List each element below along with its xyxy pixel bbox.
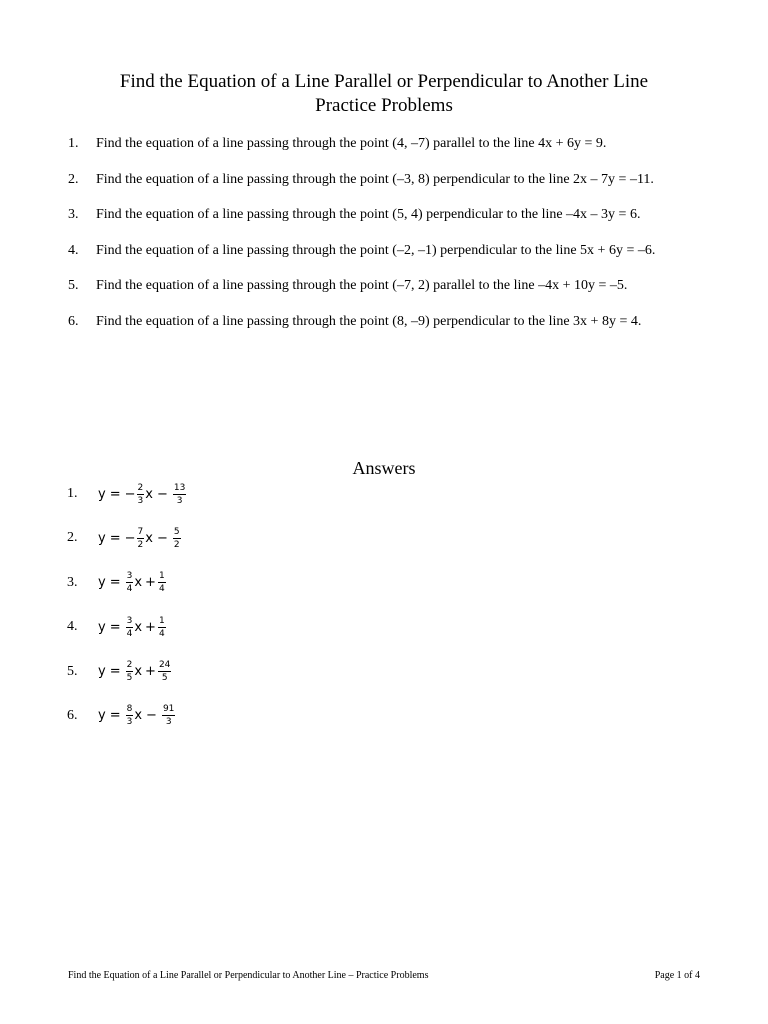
footer-title: Find the Equation of a Line Parallel or Perpendicular to Another Line – Practice Problems bbox=[68, 970, 429, 981]
equation-operator: − bbox=[156, 530, 168, 546]
answer-equation bbox=[98, 656, 172, 688]
equation-lhs: y bbox=[98, 664, 106, 680]
intercept-numerator: 24 bbox=[158, 660, 171, 671]
equation-variable: x bbox=[134, 664, 143, 680]
intercept-denominator: 4 bbox=[158, 584, 165, 595]
answer-number: 2. bbox=[67, 530, 78, 546]
problem-item bbox=[0, 134, 768, 170]
answer-item bbox=[0, 478, 768, 522]
answer-number: 3. bbox=[67, 574, 78, 590]
answer-list bbox=[0, 478, 768, 744]
problem-item bbox=[0, 170, 768, 206]
page-title bbox=[60, 70, 708, 118]
answer-number: 6. bbox=[67, 707, 78, 723]
problem-text: Find the equation of a line passing through the point (5, 4) perpendicular to the line –4x – 3y = 6. bbox=[96, 207, 641, 223]
equation-lhs: y bbox=[98, 486, 106, 502]
problem-list bbox=[0, 134, 768, 348]
slope-denominator: 5 bbox=[126, 673, 133, 684]
intercept-fraction bbox=[158, 571, 166, 594]
slope-numerator: 8 bbox=[126, 704, 133, 715]
equals-sign: = bbox=[109, 575, 121, 591]
equation-lhs: y bbox=[98, 708, 106, 724]
slope-numerator: 7 bbox=[137, 526, 144, 537]
slope-denominator: 3 bbox=[126, 717, 133, 728]
intercept-numerator: 91 bbox=[162, 704, 175, 715]
problem-text: Find the equation of a line passing through the point (–2, –1) perpendicular to the line 5x + 6y = –6. bbox=[96, 242, 656, 258]
intercept-denominator: 5 bbox=[161, 673, 168, 684]
equation-lhs: y bbox=[98, 575, 106, 591]
equation-operator: + bbox=[145, 575, 156, 591]
problem-item bbox=[0, 241, 768, 277]
intercept-denominator: 3 bbox=[176, 495, 183, 506]
problem-number: 6. bbox=[68, 313, 79, 329]
equals-sign: = bbox=[109, 486, 121, 502]
equation-lhs: y bbox=[98, 530, 106, 546]
problem-text: Find the equation of a line passing through the point (–7, 2) parallel to the line –4x + 10y = –5. bbox=[96, 278, 628, 294]
equation-operator: + bbox=[145, 664, 156, 680]
answer-number: 5. bbox=[67, 663, 78, 679]
equation-variable: x bbox=[134, 575, 143, 591]
intercept-fraction bbox=[158, 660, 171, 683]
answer-item bbox=[0, 567, 768, 611]
intercept-numerator: 1 bbox=[158, 615, 165, 626]
slope-fraction bbox=[126, 571, 134, 594]
intercept-numerator: 1 bbox=[158, 571, 165, 582]
answer-number: 4. bbox=[67, 619, 78, 635]
slope-fraction bbox=[126, 660, 134, 683]
equation-variable: x bbox=[134, 708, 143, 724]
problem-number: 2. bbox=[68, 171, 79, 187]
equation-variable: x bbox=[134, 619, 143, 635]
answer-equation bbox=[98, 611, 167, 643]
slope-denominator: 4 bbox=[126, 628, 133, 639]
answer-item bbox=[0, 611, 768, 655]
problem-item bbox=[0, 205, 768, 241]
intercept-denominator: 2 bbox=[173, 539, 180, 550]
equals-sign: = bbox=[109, 619, 121, 635]
problem-text: Find the equation of a line passing through the point (4, –7) parallel to the line 4x + 6y = 9. bbox=[96, 136, 607, 151]
intercept-denominator: 4 bbox=[158, 628, 165, 639]
intercept-denominator: 3 bbox=[165, 717, 172, 728]
intercept-fraction bbox=[158, 616, 166, 639]
problem-number: 4. bbox=[68, 242, 79, 258]
slope-denominator: 4 bbox=[126, 584, 133, 595]
answer-item bbox=[0, 522, 768, 566]
slope-numerator: 2 bbox=[137, 482, 144, 493]
slope-sign: − bbox=[124, 486, 136, 502]
equals-sign: = bbox=[109, 708, 121, 724]
problem-number: 5. bbox=[68, 278, 79, 294]
answer-item bbox=[0, 700, 768, 744]
problem-item bbox=[0, 276, 768, 312]
answers-heading: Answers bbox=[352, 458, 416, 478]
problem-item bbox=[0, 312, 768, 348]
equation-lhs: y bbox=[98, 619, 106, 635]
title-line-2: Practice Problems bbox=[315, 95, 453, 116]
slope-denominator: 2 bbox=[137, 539, 144, 550]
slope-sign: − bbox=[124, 530, 136, 546]
slope-fraction bbox=[137, 527, 145, 550]
intercept-fraction bbox=[173, 527, 181, 550]
slope-fraction bbox=[126, 704, 134, 727]
problem-number: 1. bbox=[68, 136, 79, 151]
equation-operator: − bbox=[156, 486, 168, 502]
page-number: Page 1 of 4 bbox=[654, 970, 700, 981]
title-line-1: Find the Equation of a Line Parallel or Perpendicular to Another Line bbox=[119, 71, 649, 92]
equation-operator: + bbox=[145, 619, 156, 635]
equals-sign: = bbox=[109, 530, 121, 546]
slope-fraction bbox=[126, 616, 134, 639]
problem-text: Find the equation of a line passing through the point (8, –9) perpendicular to the line 3x + 8y = 4. bbox=[96, 313, 642, 329]
intercept-fraction bbox=[162, 704, 175, 727]
slope-denominator: 3 bbox=[137, 495, 144, 506]
equals-sign: = bbox=[109, 664, 121, 680]
slope-numerator: 3 bbox=[126, 571, 133, 582]
slope-numerator: 2 bbox=[126, 660, 133, 671]
equation-variable: x bbox=[145, 486, 153, 502]
answer-equation bbox=[98, 478, 187, 510]
intercept-numerator: 13 bbox=[173, 482, 186, 493]
problem-number: 3. bbox=[68, 207, 79, 223]
answer-item bbox=[0, 656, 768, 700]
answer-equation bbox=[98, 567, 167, 599]
intercept-numerator: 5 bbox=[173, 526, 180, 537]
answer-equation bbox=[98, 700, 176, 732]
problem-text: Find the equation of a line passing through the point (–3, 8) perpendicular to the line 2x – 7y = –11. bbox=[96, 171, 654, 187]
equation-operator: − bbox=[146, 708, 157, 724]
slope-fraction bbox=[137, 483, 145, 506]
answer-number: 1. bbox=[67, 486, 78, 501]
equation-variable: x bbox=[145, 530, 153, 546]
answer-equation bbox=[98, 522, 182, 554]
slope-numerator: 3 bbox=[126, 615, 133, 626]
intercept-fraction bbox=[173, 483, 186, 506]
